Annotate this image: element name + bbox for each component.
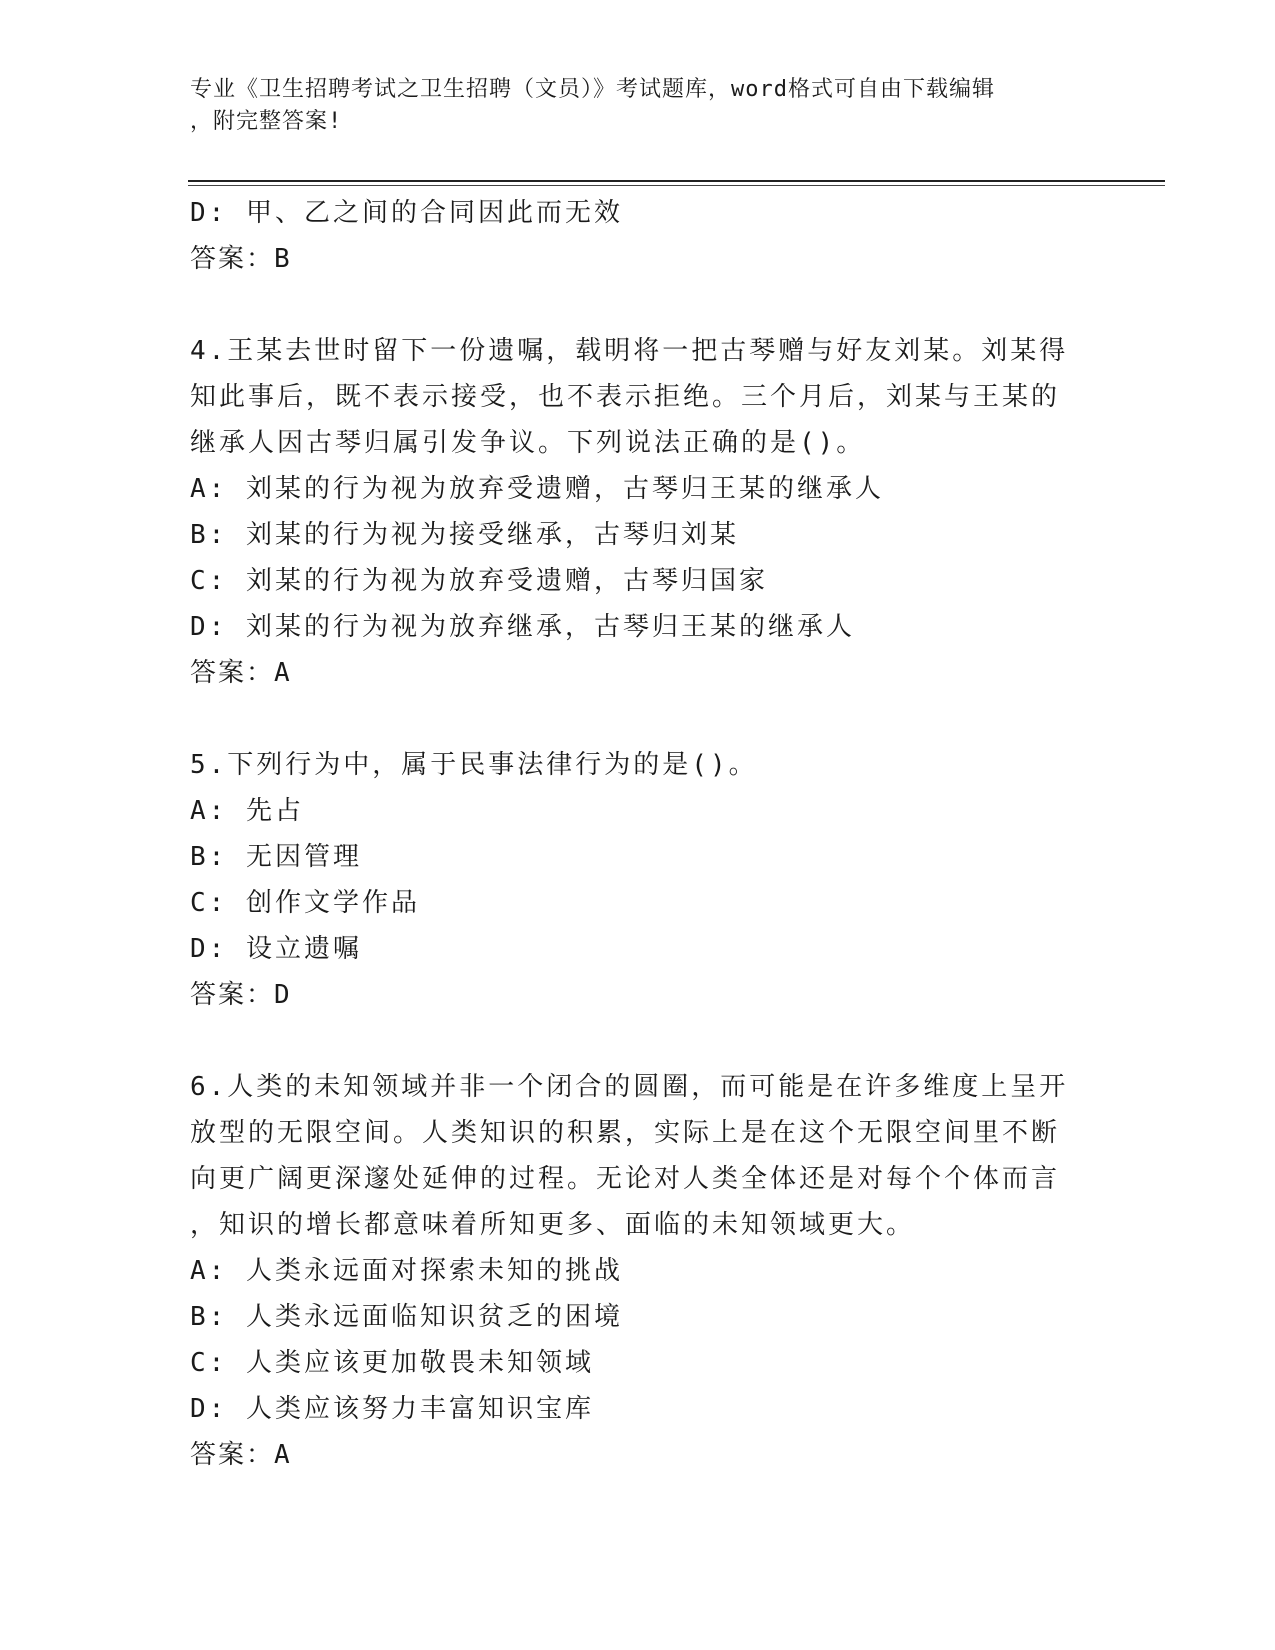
answer-label: 答案： — [190, 658, 275, 688]
answer-value: B — [274, 244, 292, 274]
header-divider-thick — [188, 180, 1165, 182]
answer-label: 答案： — [190, 244, 275, 274]
spacer — [190, 1018, 1090, 1064]
question-text-line: 放型的无限空间。人类知识的积累，实际上是在这个无限空间里不断 — [190, 1118, 1061, 1148]
header-line-1: 专业《卫生招聘考试之卫生招聘（文员）》考试题库，word格式可自由下载编辑 — [190, 77, 995, 102]
option-c: C: 刘某的行为视为放弃受遗赠，古琴归国家 — [190, 566, 768, 596]
answer-line — [190, 972, 1090, 1018]
option-c: C: 创作文学作品 — [190, 888, 420, 918]
question-block-6 — [190, 1064, 1090, 1478]
page-header — [190, 74, 1090, 138]
spacer — [190, 282, 1090, 328]
option-d: D: 设立遗嘱 — [190, 934, 362, 964]
question-text — [190, 1064, 1090, 1248]
option-c: C: 人类应该更加敬畏未知领域 — [190, 1348, 594, 1378]
header-line-2: ，附完整答案! — [190, 109, 343, 134]
question-text — [190, 328, 1090, 466]
option-b: B: 刘某的行为视为接受继承，古琴归刘某 — [190, 520, 739, 550]
question-text-line: ，知识的增长都意味着所知更多、面临的未知领域更大。 — [190, 1210, 916, 1240]
answer-value: A — [274, 1440, 292, 1470]
question-block-4 — [190, 328, 1090, 696]
answer-value: D — [274, 980, 292, 1010]
option-b: B: 无因管理 — [190, 842, 362, 872]
option-a: A: 人类永远面对探索未知的挑战 — [190, 1256, 623, 1286]
answer-value: A — [274, 658, 292, 688]
answer-label: 答案： — [190, 1440, 275, 1470]
question-text-line: 知此事后，既不表示接受，也不表示拒绝。三个月后，刘某与王某的 — [190, 382, 1061, 412]
question-text-line: 6.人类的未知领域并非一个闭合的圆圈，而可能是在许多维度上呈开 — [190, 1072, 1069, 1102]
question-text-line: 继承人因古琴归属引发争议。下列说法正确的是()。 — [190, 428, 866, 458]
question-text-line: 4.王某去世时留下一份遗嘱，载明将一把古琴赠与好友刘某。刘某得 — [190, 336, 1069, 366]
spacer — [190, 696, 1090, 742]
option-d: D: 刘某的行为视为放弃继承，古琴归王某的继承人 — [190, 612, 855, 642]
question-block-3-tail — [190, 190, 1090, 282]
question-text — [190, 742, 1090, 788]
option-d: D: 甲、乙之间的合同因此而无效 — [190, 198, 623, 228]
answer-line — [190, 236, 1090, 282]
header-divider-thin — [188, 185, 1165, 186]
answer-line — [190, 1432, 1090, 1478]
question-block-5 — [190, 742, 1090, 1018]
answer-line — [190, 650, 1090, 696]
option-a: A: 先占 — [190, 796, 304, 826]
answer-label: 答案： — [190, 980, 275, 1010]
question-text-line: 5.下列行为中，属于民事法律行为的是()。 — [190, 750, 758, 780]
option-d: D: 人类应该努力丰富知识宝库 — [190, 1394, 594, 1424]
question-content — [190, 190, 1090, 1478]
option-b: B: 人类永远面临知识贫乏的困境 — [190, 1302, 623, 1332]
question-text-line: 向更广阔更深邃处延伸的过程。无论对人类全体还是对每个个体而言 — [190, 1164, 1061, 1194]
option-a: A: 刘某的行为视为放弃受遗赠，古琴归王某的继承人 — [190, 474, 884, 504]
